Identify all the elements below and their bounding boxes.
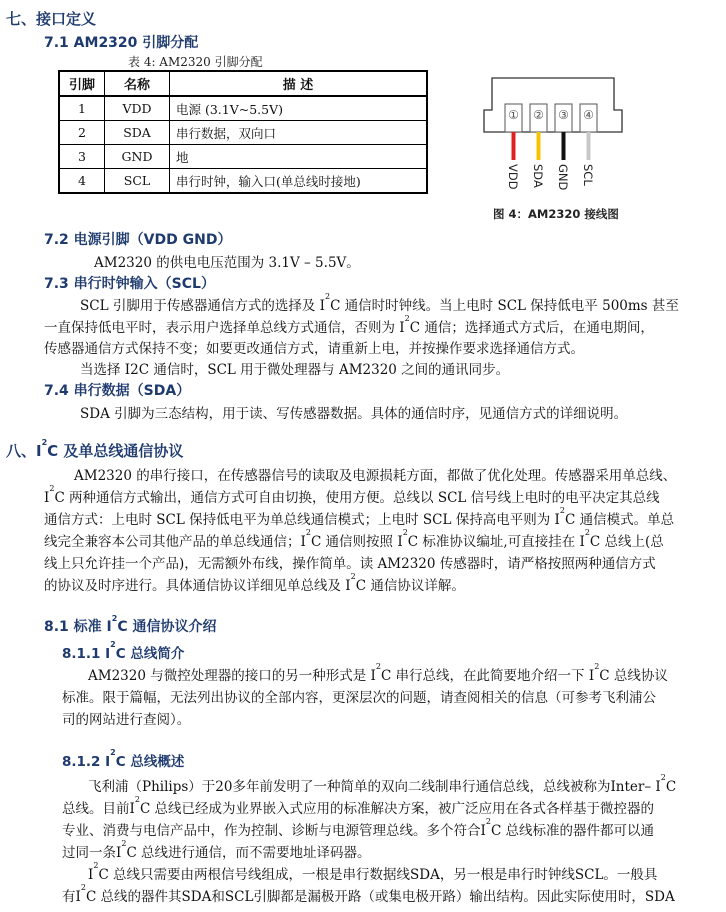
section-8-line-4: 线完全兼容本公司其他产品的单总线通信；$I^2C$ 通信则按照 $I^2C$ 标准协议编址,可直接挂在 $I^2C$ 总线上(总 (44, 528, 664, 550)
pin-description: 地 (170, 145, 428, 169)
pin-description: 电源 (3.1V~5.5V) (170, 96, 428, 121)
pin-table (58, 70, 428, 194)
pin-number: 1 (59, 96, 105, 121)
header-pin: 引脚 (59, 71, 105, 96)
wire-label-sda: SDA (531, 164, 545, 188)
pin-number: 2 (59, 121, 105, 145)
section-7-2-body: AM2320 的供电电压范围为 3.1V – 5.5V。 (94, 255, 360, 271)
pin-description: 串行时钟，输入口(单总线时接地) (170, 169, 428, 194)
section-8-1-2-line-1: 飞利浦（Philips）于20多年前发明了一种简单的双向二线制串行通信总线，总线被称为Inter– $I^2C$ (88, 773, 677, 795)
figure-caption: 图 4：AM2320 接线图 (493, 207, 619, 221)
wires (514, 132, 589, 160)
section-8-line-1: AM2320 的串行接口，在传感器信号的读取及电源损耗方面，都做了优化处理。传感器采用单总线、 (74, 468, 677, 484)
section-8-1-2-line-2: 总线。目前$I^2C$ 总线已经成为业界嵌入式应用的标准解决方案，被广泛应用在各式各样基于微控器的 (62, 795, 655, 817)
section-7-3-line-4: 当选择 I2C 通信时，SCL 用于微处理器与 AM2320 之间的通讯同步。 (80, 362, 510, 378)
section-8-line-3: 通信方式：上电时 SCL 保持低电平为单总线通信模式；上电时 SCL 保持高电平则为 $I^2C$ 通信模式。单总 (44, 506, 675, 528)
section-7-3-line-2: 一直保持低电平时，表示用户选择单总线方式通信，否则为 $I^2C$ 通信；选择通式方式后，在通电期间， (44, 314, 654, 336)
section-8-1-2-line-4: 过同一条$I^2C$ 总线进行通信，而不需要地址译码器。 (62, 839, 371, 861)
section-8-line-5: 线上只允许挂一个产品)，无需额外布线，操作简单。读 AM2320 传感器时，请严格按照两种通信方式 (44, 556, 656, 572)
header-name: 名称 (105, 71, 170, 96)
section-8-1-1-title: 8.1.1 $I^2C$ 总线简介 (62, 640, 185, 662)
pin-number: 4 (59, 169, 105, 194)
table-row (59, 121, 427, 145)
pin-number: 3 (59, 145, 105, 169)
section-8-1-1-line-2: 标准。限于篇幅，无法列出协议的全部内容，更深层次的问题，请查阅相关的信息（可参考飞利浦公 (62, 690, 656, 706)
section-8-1-2-title: 8.1.2 $I^2C$ 总线概述 (62, 748, 185, 770)
section-7-title: 七、接口定义 (6, 10, 97, 28)
section-8-line-6: 的协议及时序进行。具体通信协议详细见单总线及 $I^2C$ 通信协议详解。 (44, 572, 465, 594)
section-7-3-line-3: 传感器通信方式保持不变；如要更改通信方式，请重新上电，并按操作要求选择通信方式。 (44, 341, 584, 357)
section-8-title: 八、$I^2C$ 及单总线通信协议 (6, 438, 184, 460)
section-7-4-title: 7.4 串行数据（SDA） (44, 383, 191, 399)
section-8-1-2-line-3: 专业、消费与电信产品中，作为控制、诊断与电源管理总线。多个符合$I^2C$ 总线标准的器件都可以通 (62, 817, 655, 839)
section-7-3-line-1: SCL 引脚用于传感器通信方式的选择及 $I^2C$ 通信时时钟线。当上电时 SCL 保持低电平 500ms 甚至 (80, 292, 679, 314)
section-8-1-title: 8.1 标准 $I^2C$ 通信协议介绍 (44, 614, 217, 635)
wire-label-scl: SCL (581, 164, 595, 186)
table-row (59, 96, 427, 121)
section-8-1-1-line-3: 司的网站进行查阅）。 (62, 712, 191, 728)
header-description: 描 述 (170, 71, 428, 96)
pin-description: 串行数据，双向口 (170, 121, 428, 145)
section-8-1-2-line-5: $I^2C$ 总线只需要由两根信号线组成，一根是串行数据线SDA，另一根是串行时钟线SCL。一般具 (88, 861, 658, 883)
table-row (59, 169, 427, 194)
pin-1-number: ① (508, 108, 519, 122)
table-row (59, 145, 427, 169)
section-8-1-1-line-1: AM2320 与微控处理器的接口的另一种形式是 $I^2C$ 串行总线，在此简要地介绍一下 $I^2C$ 总线协议 (88, 662, 668, 684)
table-header-row (59, 71, 427, 96)
wiring-diagram (482, 76, 624, 202)
section-8-1-2-line-6: 有$I^2C$ 总线的器件其SDA和SCL引脚都是漏极开路（或集电极开路）输出结构。因此实际使用时，SDA (62, 883, 675, 905)
section-7-3-title: 7.3 串行时钟输入（SCL） (44, 276, 215, 292)
pin-3-number: ③ (558, 108, 569, 122)
pin-2-number: ② (533, 108, 544, 122)
wire-label-gnd: GND (556, 164, 570, 191)
pin-name: GND (105, 145, 170, 169)
section-8-line-2: $I^2C$ 两种通信方式输出，通信方式可自由切换，使用方便。总线以 SCL 信号线上电时的电平决定其总线 (44, 484, 660, 506)
pin-4-number: ④ (583, 108, 594, 122)
section-7-4-body: SDA 引脚为三态结构，用于读、写传感器数据。具体的通信时序，见通信方式的详细说明。 (80, 406, 628, 422)
wire-label-vdd: VDD (506, 164, 520, 190)
section-7-1-title: 7.1 AM2320 引脚分配 (44, 35, 199, 51)
section-7-2-title: 7.2 电源引脚（VDD GND） (44, 232, 232, 248)
pin-name: SDA (105, 121, 170, 145)
table-caption: 表 4: AM2320 引脚分配 (128, 55, 263, 69)
pin-name: SCL (105, 169, 170, 194)
pin-name: VDD (105, 96, 170, 121)
